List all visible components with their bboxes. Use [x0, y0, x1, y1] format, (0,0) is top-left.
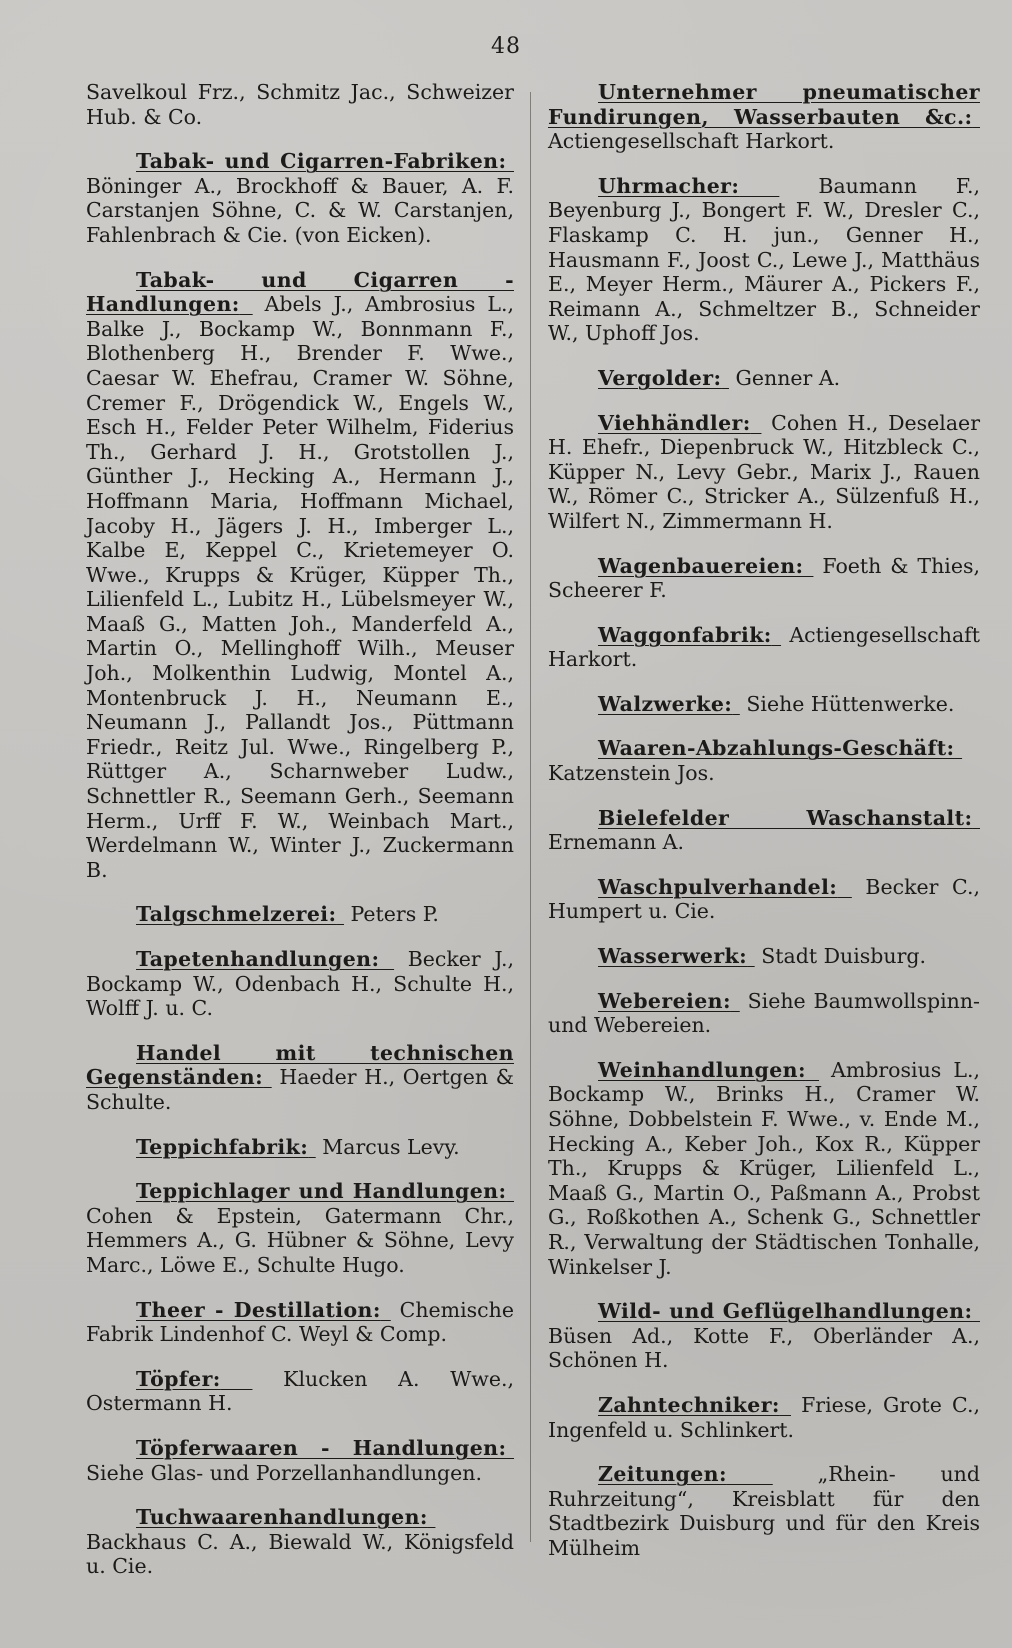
entry-heading: Uhrmacher: [598, 173, 740, 198]
entry-heading: Teppichlager und Handlungen: [136, 1179, 507, 1204]
directory-entry [548, 1462, 980, 1560]
left-continuation: Savelkoul Frz., Schmitz Jac., Schweizer Hub. & Co. [86, 80, 514, 129]
directory-entry [86, 149, 514, 247]
entry-text: Actiengesellschaft Harkort. [548, 129, 835, 154]
directory-entry [548, 1393, 980, 1442]
directory-entry [548, 80, 980, 154]
entry-text: Ernemann A. [548, 830, 685, 855]
entry-heading: Zeitungen: [598, 1462, 727, 1487]
entry-heading: Wasserwerk: [598, 944, 748, 969]
entry-text: „Rhein- und Ruhrzeitung“, Kreisblatt für den Stadtbezirk Duisburg und für den Kreis Mülheim [548, 1462, 980, 1560]
entry-text: Katzenstein Jos. [548, 761, 715, 786]
entry-heading: Waaren-Abzahlungs-Geschäft: [598, 736, 955, 761]
entry-heading: Handel mit technischen Gegenständen: [86, 1040, 514, 1090]
entry-heading: Unternehmer pneumatischer Fundirungen, Wasserbauten &c.: [548, 80, 980, 129]
directory-entry [548, 736, 980, 785]
entry-text: Siehe Baumwollspinn- und Webereien. [548, 988, 980, 1038]
entry-heading: Wagenbauereien: [598, 553, 804, 578]
directory-entry [548, 174, 980, 346]
directory-entry [548, 989, 980, 1038]
directory-entry [86, 1367, 514, 1416]
entry-heading: Tabak- und Cigarren-Fabriken: [136, 149, 507, 174]
entry-heading: Tabak- und Cigarren - Handlungen: [86, 267, 514, 317]
left-column [86, 80, 514, 1599]
entry-text: Siehe Hüttenwerke. [746, 691, 955, 716]
entry-heading: Bielefelder Waschanstalt: [598, 805, 973, 830]
directory-entry [86, 1298, 514, 1347]
directory-entry [548, 1299, 980, 1373]
entry-text: Stadt Duisburg. [761, 944, 927, 969]
directory-entry [548, 623, 980, 672]
entry-heading: Töpferwaaren - Handlungen: [136, 1435, 507, 1460]
directory-entry [548, 554, 980, 603]
entry-heading: Webereien: [598, 988, 731, 1013]
entry-text: Foeth & Thies, Scheerer F. [548, 553, 980, 603]
directory-entry [548, 944, 980, 969]
directory-entry [86, 1041, 514, 1115]
entry-heading: Walzwerke: [598, 691, 733, 716]
directory-entry [548, 875, 980, 924]
entry-heading: Teppichfabrik: [136, 1134, 309, 1159]
entry-heading: Theer - Destillation: [136, 1297, 381, 1322]
entry-text: Böninger A., Brockhoff & Bauer, A. F. Carstanjen Söhne, C. & W. Carstanjen, Fahlenbrach & Cie. (von Eicken). [86, 173, 514, 247]
directory-entry [548, 806, 980, 855]
column-divider [530, 92, 531, 1542]
directory-entry [548, 1058, 980, 1279]
entry-heading: Waschpulverhandel: [598, 874, 838, 899]
entry-text: Haeder H., Oertgen & Schulte. [86, 1065, 514, 1114]
directory-entry [548, 692, 980, 717]
entry-heading: Tuchwaarenhandlungen: [136, 1505, 428, 1530]
entry-heading: Waggonfabrik: [598, 622, 772, 647]
entry-text: Chemische Fabrik Lindenhof C. Weyl & Comp. [86, 1297, 514, 1347]
entry-heading: Zahntechniker: [598, 1392, 780, 1417]
entry-text: Becker C., Humpert u. Cie. [548, 874, 980, 924]
entry-text: Becker J., Bockamp W., Odenbach H., Schulte H., Wolff J. u. C. [86, 947, 514, 1021]
entry-text: Actiengesellschaft Harkort. [548, 622, 980, 672]
entry-text: Friese, Grote C., Ingenfeld u. Schlinkert. [548, 1392, 980, 1442]
entry-text: Ambrosius L., Bockamp W., Brinks H., Cramer W. Söhne, Dobbelstein F. Wwe., v. Ende M., Hecking A., Keber Joh., Kox R., Küpper Th., Krupps & Krüger, Lilienfeld L., Maaß G., Martin O., Paßmann A., Probst G., Roßkothen A., Schenk G., Schnettler R., Verwaltung der Städtischen Tonhalle, Winkelser J. [548, 1057, 980, 1279]
right-column [548, 80, 980, 1581]
entry-text: Cohen & Epstein, Gatermann Chr., Hemmers A., G. Hübner & Söhne, Levy Marc., Löwe E., Schulte Hugo. [86, 1203, 514, 1277]
entry-heading: Vergolder: [598, 365, 722, 390]
directory-entry [86, 268, 514, 883]
entry-heading: Talgschmelzerei: [136, 902, 337, 927]
entry-heading: Tapetenhandlungen: [136, 947, 380, 971]
entry-text: Siehe Glas- und Porzellanhandlungen. [86, 1460, 483, 1485]
entry-heading: Weinhandlungen: [598, 1057, 806, 1082]
entry-text: Baumann F., Beyenburg J., Bongert F. W., Dresler C., Flaskamp C. H. jun., Genner H., Hausmann F., Joost C., Lewe J., Matthäus E., Meyer Herm., Mäurer A., Pickers F., Reimann A., Schmeltzer B., Schneider W., Uphoff Jos. [548, 173, 980, 346]
entry-text: Genner A. [735, 365, 841, 390]
page-number: 48 [491, 34, 521, 59]
directory-entry [86, 902, 514, 927]
entry-text: Büsen Ad., Kotte F., Oberländer A., Schönen H. [548, 1323, 980, 1373]
entry-heading: Töpfer: [136, 1366, 221, 1391]
directory-entry [86, 947, 514, 1021]
entry-text: Cohen H., Deselaer H. Ehefr., Diepenbruck W., Hitzbleck C., Küpper N., Levy Gebr., Marix J., Rauen W., Römer C., Stricker A., Sülzenfuß H., Wilfert N., Zimmermann H. [548, 410, 980, 533]
directory-entry [86, 1179, 514, 1277]
entry-text: Marcus Levy. [322, 1134, 460, 1159]
directory-entry [86, 1505, 514, 1579]
directory-entry [86, 1436, 514, 1485]
entry-text: Klucken A. Wwe., Ostermann H. [86, 1366, 514, 1416]
directory-entry [548, 411, 980, 534]
entry-text: Peters P. [350, 902, 439, 927]
directory-entry [548, 366, 980, 391]
entry-heading: Wild- und Geflügelhandlungen: [598, 1299, 973, 1324]
entry-text: Abels J., Ambrosius L., Balke J., Bockamp W., Bonnmann F., Blothenberg H., Brender F. Wwe., Caesar W. Ehefrau, Cramer W. Söhne, Cremer F., Drögendick W., Engels W., Esch H., Felder Peter Wilhelm, Fiderius Th., Gerhard J. H., Grotstollen J., Günther J., Hecking A., Hermann J., Hoffmann Maria, Hoffmann Michael, Jacoby H., Jägers J. H., Imberger L., Kalbe E, Keppel C., Krietemeyer O. Wwe., Krupps & Krüger, Küpper Th., Lilienfeld L., Lubitz H., Lübelsmeyer W., Maaß G., Matten Joh., Manderfeld A., Martin O., Mellinghoff Wilh., Meuser Joh., Molkenthin Ludwig, Montel A., Montenbruck J. H., Neumann E., Neumann J., Pallandt Jos., Püttmann Friedr., Reitz Jul. Wwe., Ringelberg P., Rüttger A., Scharnweber Ludw., Schnettler R., Seemann Gerh., Seemann Herm., Urff F. W., Weinbach Mart., Werdelmann W., Winter J., Zuckermann B. [86, 292, 514, 882]
entry-heading: Viehhändler: [598, 410, 751, 435]
directory-entry [86, 1135, 514, 1160]
entry-text: Backhaus C. A., Biewald W., Königsfeld u. Cie. [86, 1529, 514, 1579]
